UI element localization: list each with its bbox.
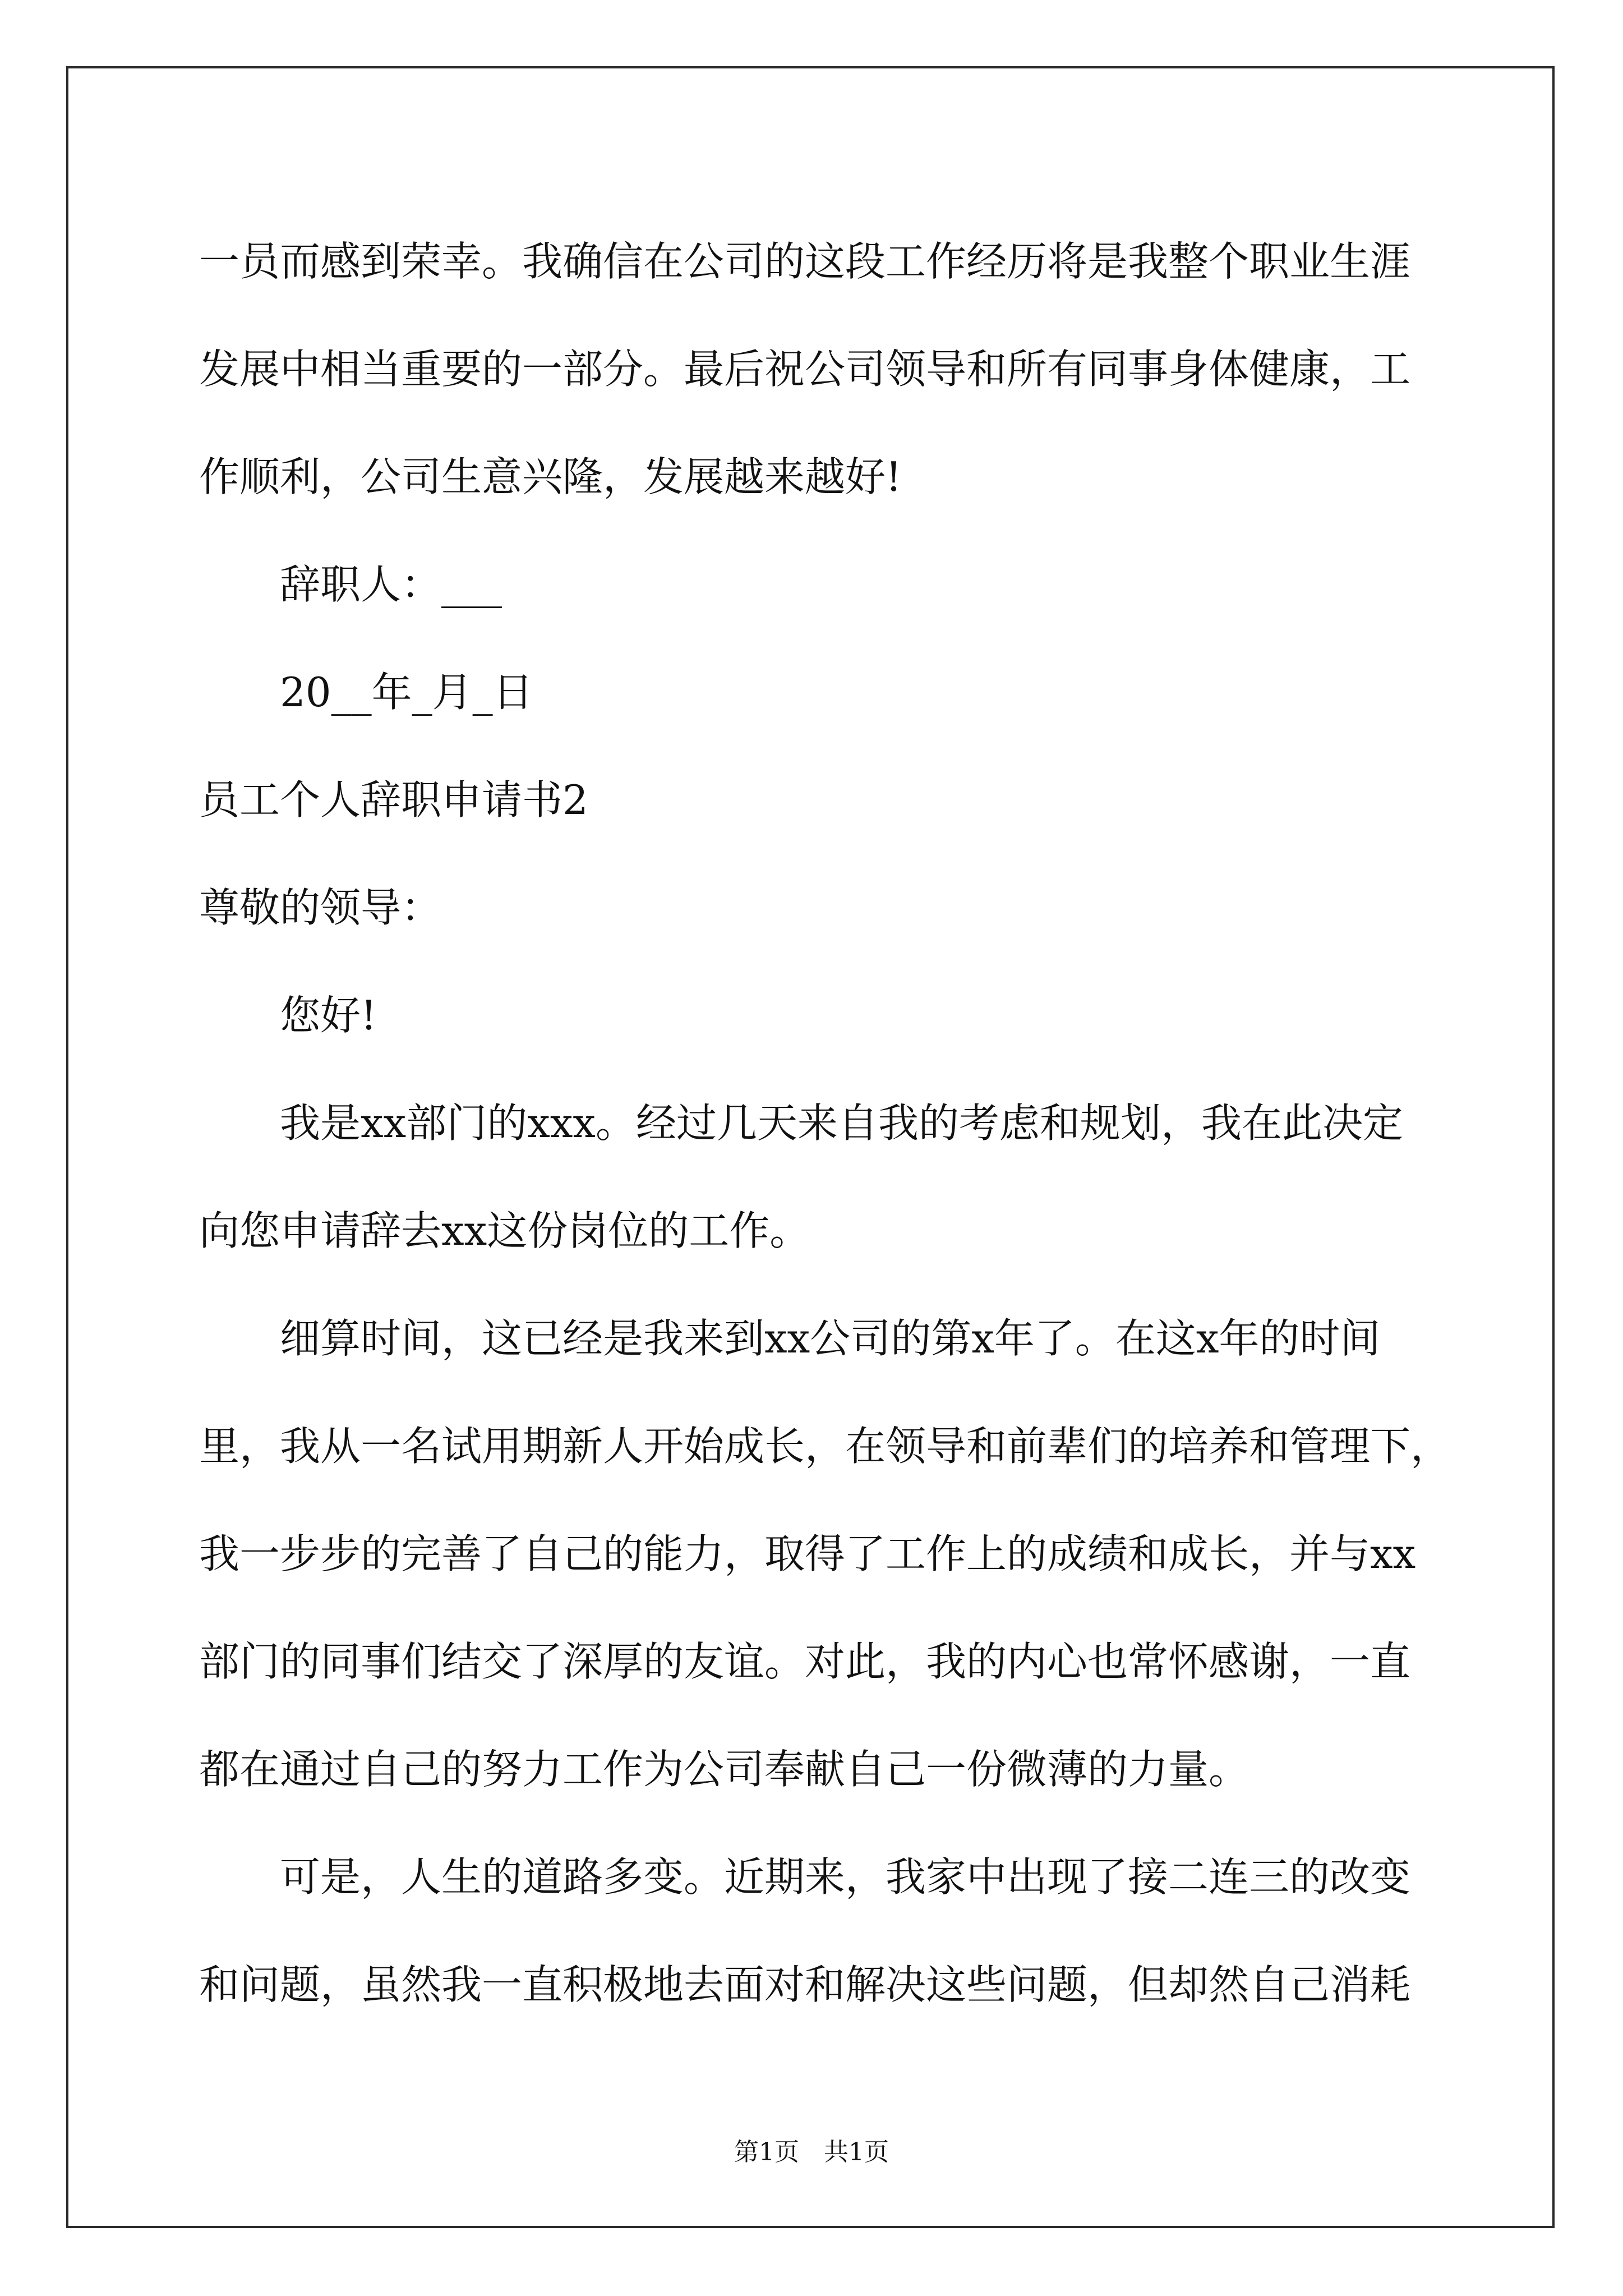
text-line: 都在通过自己的努力工作为公司奉献自己一份微薄的力量。 [199, 1746, 1249, 1793]
text-line: 可是，人生的道路多变。近期来，我家中出现了接二连三的改变 [280, 1853, 1411, 1901]
section-title: 员工个人辞职申请书2 [199, 776, 588, 823]
salutation: 尊敬的领导： [199, 884, 442, 931]
date-line: 20__年_月_日 [280, 669, 533, 716]
document-body [199, 208, 1451, 2039]
text-line: 和问题，虽然我一直积极地去面对和解决这些问题，但却然自己消耗 [199, 1961, 1411, 2008]
text-line: 部门的同事们结交了深厚的友谊。对此，我的内心也常怀感谢，一直 [199, 1638, 1411, 1685]
text-line: 细算时间，这已经是我来到xx公司的第x年了。在这x年的时间 [280, 1315, 1381, 1362]
text-line: 我是xx部门的xxx。经过几天来自我的考虑和规划，我在此决定 [280, 1099, 1404, 1147]
page-footer: 第1页 共1页 [734, 2138, 889, 2166]
text-line: 里，我从一名试用期新人开始成长，在领导和前辈们的培养和管理下， [199, 1423, 1451, 1470]
signature-line: 辞职人：___ [280, 561, 502, 608]
greeting: 您好! [280, 992, 377, 1039]
text-line: 一员而感到荣幸。我确信在公司的这段工作经历将是我整个职业生涯 [199, 238, 1411, 285]
text-line: 向您申请辞去xx这份岗位的工作。 [199, 1207, 810, 1254]
text-line: 作顺利，公司生意兴隆，发展越来越好! [199, 453, 902, 500]
text-line: 发展中相当重要的一部分。最后祝公司领导和所有同事身体健康，工 [199, 346, 1411, 393]
text-line: 我一步步的完善了自己的能力，取得了工作上的成绩和成长，并与xx [199, 1530, 1416, 1577]
